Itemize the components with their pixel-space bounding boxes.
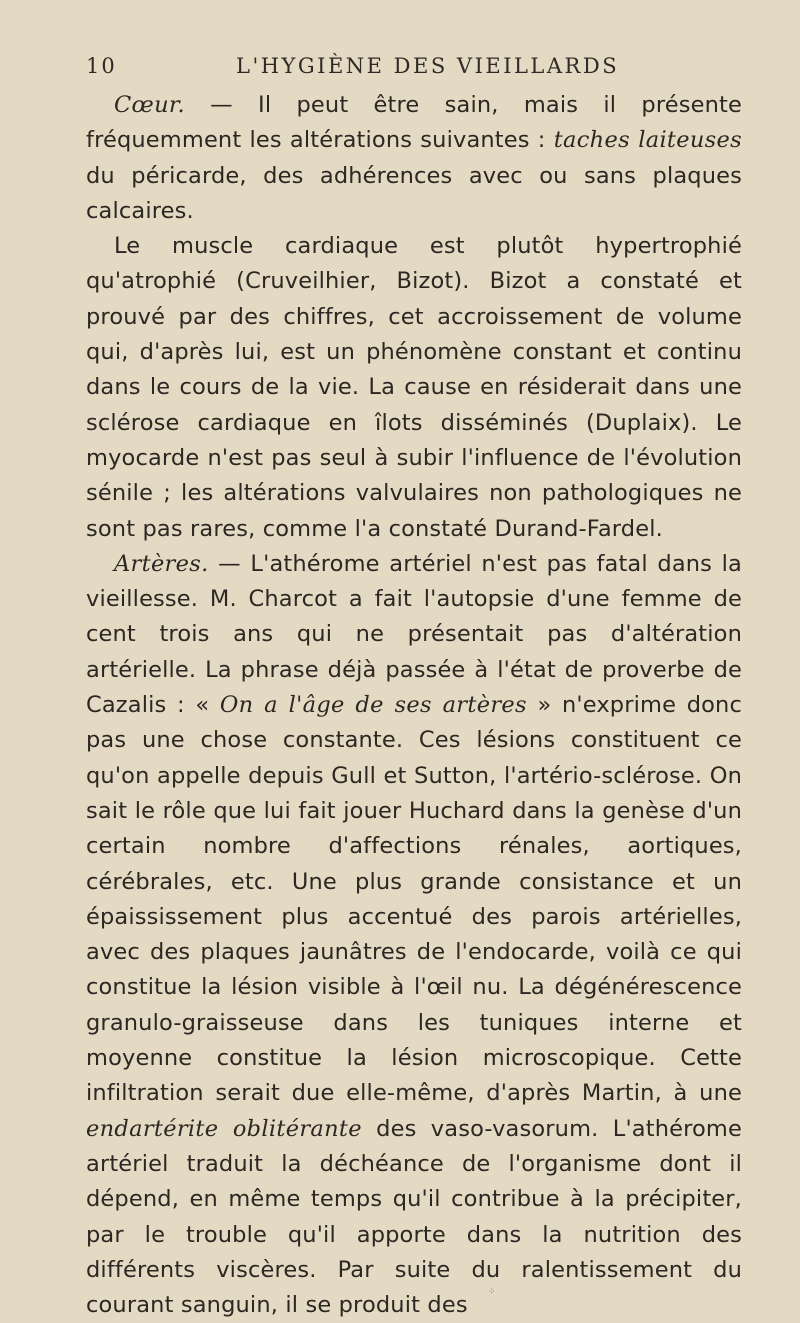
ink-smudge: ⁘ <box>488 1287 496 1297</box>
page-number: 10 <box>86 54 117 78</box>
running-header <box>86 54 742 88</box>
paragraph-text: des vaso-vasorum. L'athérome artériel traduit la déchéance de l'organisme dont il dépend, en même temps qu'il contribue à la précipiter, par le trouble qu'il apporte dans la nutrition des différents viscères. Par suite du ralentissement du courant sanguin, il se produit des <box>86 1115 742 1319</box>
paragraph-text: du péricarde, des adhérences avec ou sans plaques calcaires. <box>86 162 742 224</box>
paragraph-text: — L'athérome artériel n'est pas fatal dans la vieillesse. M. Charcot a fait l'autopsie d'une femme de cent trois ans qui ne présentait pas d'altération artérielle. La phrase déjà passée à l'état de proverbe de Cazalis : « <box>86 550 742 719</box>
paragraph-text: » n'exprime donc pas une chose constante. Ces lésions constituent ce qu'on appelle depuis Gull et Sutton, l'artério-sclérose. On sait le rôle que lui fait jouer Huchard dans la genèse d'un certain nombre d'affections rénales, aortiques, cérébrales, etc. Une plus grande consistance et un épaississement plus accentué des parois artérielles, avec des plaques jaunâtres de l'endocarde, voilà ce qui constitue la lésion visible à l'œil nu. La dégénérescence granulo-graisseuse dans les tuniques interne et moyenne constitue la lésion microscopique. Cette infiltration serait due elle-même, d'après Martin, à une <box>86 692 742 1107</box>
paragraph-text: — Il peut être sain, mais il présente fréquemment les altérations suivantes : <box>86 92 742 154</box>
italic-term: taches laiteuses <box>553 127 742 154</box>
italic-term: endartérite oblitérante <box>86 1115 362 1142</box>
body-text <box>86 88 742 1323</box>
italic-quote: On a l'âge de ses artères <box>219 692 527 719</box>
paragraph-arteres <box>86 547 742 1323</box>
paragraph-coeur <box>86 88 742 229</box>
running-title: L'HYGIÈNE DES VIEILLARDS <box>236 54 620 78</box>
section-heading-arteres: Artères. <box>114 550 209 577</box>
paragraph-muscle-cardiaque: Le muscle cardiaque est plutôt hypertrophié qu'atrophié (Cruveilhier, Bizot). Bizot a constaté et prouvé par des chiffres, cet accroissement de volume qui, d'après lui, est un phénomène constant et continu dans le cours de la vie. La cause en résiderait dans une sclérose cardiaque en îlots disséminés (Duplaix). Le myocarde n'est pas seul à subir l'influence de l'évolution sénile ; les altérations valvulaires non pathologiques ne sont pas rares, comme l'a constaté Durand-Fardel. <box>86 233 742 542</box>
section-heading-coeur: Cœur. <box>114 92 185 118</box>
